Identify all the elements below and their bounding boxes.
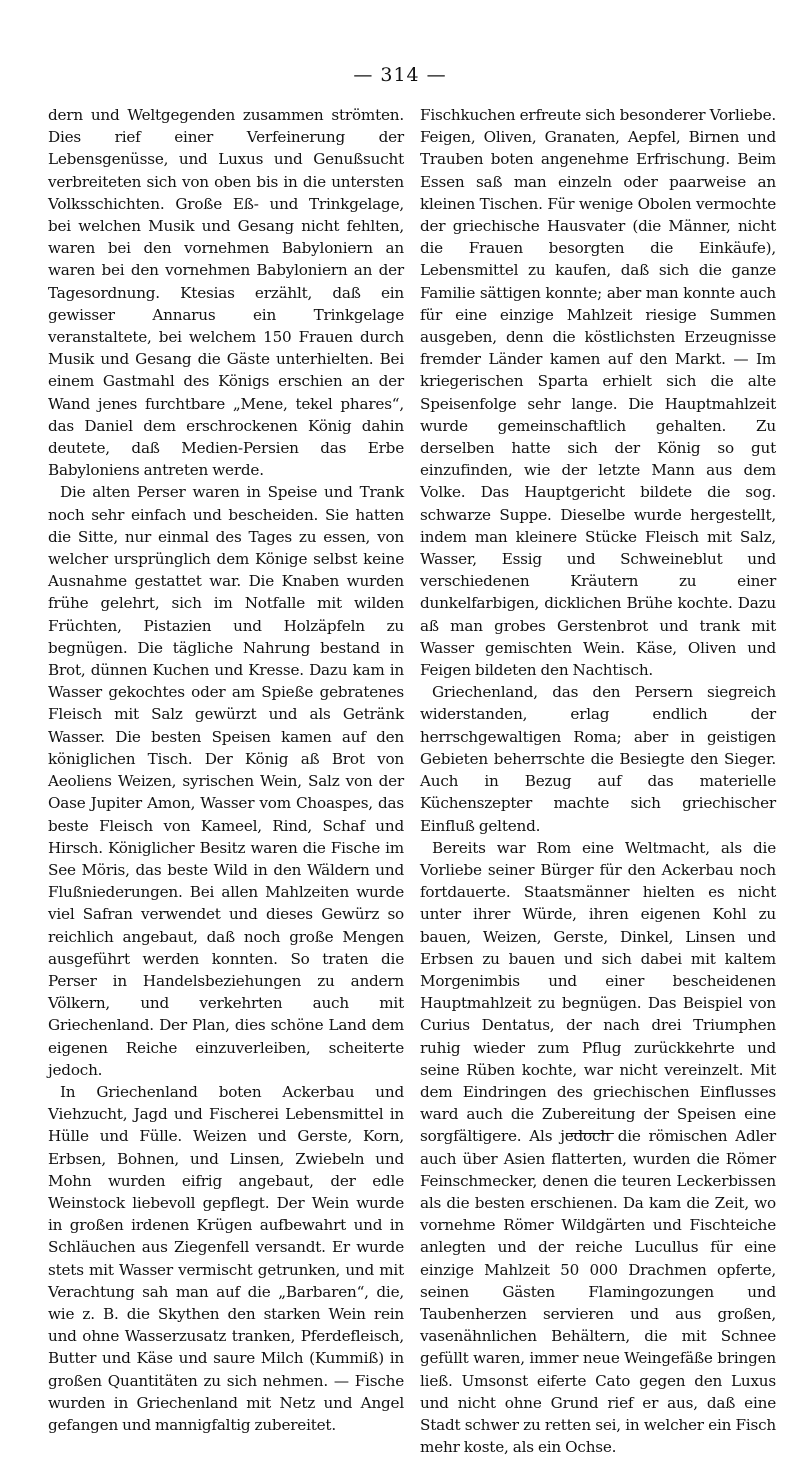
paragraph: dern und Weltgegenden zusammen strömten. Dies rief einer Verfeinerung der Lebensgenüsse, und Luxus und Genußsucht verbreiteten sich von oben bis in die untersten Volksschichten. Große Eß- und Trinkgelage, bei welchen Musik und Gesang nicht fehlten, waren bei den vornehmen Babyloniern an waren bei den vornehmen Babyloniern an der Tagesordnung. Ktesias erzählt, daß ein gewisser Annarus ein Trinkgelage veranstaltete, bei welchem 150 Frauen durch Musik und Gesang die Gäste unterhielten. Bei einem Gastmahl des Königs erschien an der Wand jenes furchtbare „Mene, tekel phares“, das Daniel dem erschrockenen König dahin deutete, daß Medien-Persien das Erbe Babyloniens antreten werde. xyxy=(48,106,404,480)
paragraph: Bereits war Rom eine Weltmacht, als die Vorliebe seiner Bürger für den Ackerbau noch fortdauerte. Staatsmänner hielten es nicht unter ihrer Würde, ihren eigenen Kohl zu bauen, Weizen, Gerste, Dinkel, Linsen und Erbsen zu bauen und sich dabei mit kaltem Morgenimbis und einer bescheidenen Hauptmahlzeit zu begnügen. Das Beispiel von Curius Dentatus, der nach drei Triumphen ruhig wieder zum Pflug zurückkehrte und seine Rüben kochte, war nicht vereinzelt. Mit dem Eindringen des griechischen Einflusses ward auch die Zubereitung der Speisen eine sorgfältigere. Als jedoch die römischen Adler auch über Asien flatterten, wurden die Römer Feinschmecker, denen die teuren Leckerbissen als die besten erschienen. Da kam die Zeit, wo vornehme Römer Wildgärten und Fischteiche anlegten und der reiche Lucullus für eine einzige Mahlzeit 50 000 Drachmen opferte, seinen Gästen Flamingozungen und Taubenherzen servieren und aus großen, vasenähnlichen Behältern, die mit Schnee gefüllt waren, immer neue Weingefäße bringen ließ. Umsonst eiferte Cato gegen den Luxus und nicht ohne Grund rief er aus, daß eine Stadt schwer zu retten sei, in welcher ein Fisch mehr koste, als ein Ochse. xyxy=(420,838,776,1457)
page-number: — 314 — xyxy=(353,64,447,86)
right-column xyxy=(420,104,776,1458)
left-column xyxy=(48,104,404,1436)
paragraph: In Griechenland boten Ackerbau und Viehzucht, Jagd und Fischerei Lebensmittel in Hülle und Fülle. Weizen und Gerste, Korn, Erbsen, Bohnen, und Linsen, Zwiebeln und Mohn wurden eifrig angebaut, der edle Weinstock liebevoll gepflegt. Der Wein wurde in großen irdenen Krügen aufbewahrt und in Schläuchen aus Ziegenfell versandt. Er wurde stets mit Wasser vermischt getrunken, und mit Verachtung sah man auf die „Barbaren“, die, wie z. B. die Skythen den starken Wein rein und ohne Wasserzusatz tranken, Pferdefleisch, Butter und Käse und saure Milch (Kummiß) in großen Quantitäten zu sich nehmen. — Fische wurden in Griechenland mit Netz und Angel gefangen und mannigfaltig zubereitet. xyxy=(48,1082,404,1434)
end-rule xyxy=(566,1133,614,1134)
paragraph: Griechenland, das den Persern siegreich widerstanden, erlag endlich der herrschgewaltigen Roma; aber in geistigen Gebieten beherrschte die Besiegte den Sieger. Auch in Bezug auf das materielle Küchenszepter machte sich griechischer Einfluß geltend. xyxy=(420,683,776,835)
paragraph: Fischkuchen erfreute sich besonderer Vorliebe. Feigen, Oliven, Granaten, Aepfel, Birnen und Trauben boten angenehme Erfrischung. Beim Essen saß man einzeln oder paarweise an kleinen Tischen. Für wenige Obolen vermochte der griechische Hausvater (die Männer, nicht die Frauen besorgten die Einkäufe), Lebensmittel zu kaufen, daß sich die ganze Familie sättigen konnte; aber man konnte auch für eine einzige Mahlzeit riesige Summen ausgeben, denn die köstlichsten Erzeugnisse fremder Länder kamen auf den Markt. — Im kriegerischen Sparta erhielt sich die alte Speisenfolge sehr lange. Die Hauptmahlzeit wurde gemeinschaftlich gehalten. Zu derselben hatte sich der König so gut einzufinden, wie der letzte Mann aus dem Volke. Das Hauptgericht bildete die sog. schwarze Suppe. Dieselbe wurde hergestellt, indem man kleinere Stücke Fleisch mit Salz, Wasser, Essig und Schweineblut und verschiedenen Kräutern zu einer dunkelfarbigen, dicklichen Brühe kochte. Dazu aß man grobes Gerstenbrot und trank mit Wasser gemischten Wein. Käse, Oliven und Feigen bildeten den Nachtisch. xyxy=(420,106,776,680)
paragraph: Die alten Perser waren in Speise und Trank noch sehr einfach und bescheiden. Sie hatten die Sitte, nur einmal des Tages zu essen, von welcher ursprünglich dem Könige selbst keine Ausnahme gestattet war. Die Knaben wurden frühe gelehrt, sich im Notfalle mit wilden Früchten, Pistazien und Holzäpfeln zu begnügen. Die tägliche Nahrung bestand in Brot, dünnen Kuchen und Kresse. Dazu kam in Wasser gekochtes oder am Spieße gebratenes Fleisch mit Salz gewürzt und als Getränk Wasser. Die besten Speisen kamen auf den königlichen Tisch. Der König aß Brot von Aeoliens Weizen, syrischen Wein, Salz von der Oase Jupiter Amon, Wasser vom Choaspes, das beste Fleisch von Kameel, Rind, Schaf und Hirsch. Königlicher Besitz waren die Fische im See Möris, das beste Wild in den Wäldern und Flußniederungen. Bei allen Mahlzeiten wurde viel Safran verwendet und dieses Gewürz so reichlich angebaut, daß noch große Mengen ausgeführt werden konnten. So traten die Perser in Handelsbeziehungen zu andern Völkern, und verkehrten auch mit Griechenland. Der Plan, dies schöne Land dem eigenen Reiche einzuverleiben, scheiterte jedoch. xyxy=(48,483,404,1079)
